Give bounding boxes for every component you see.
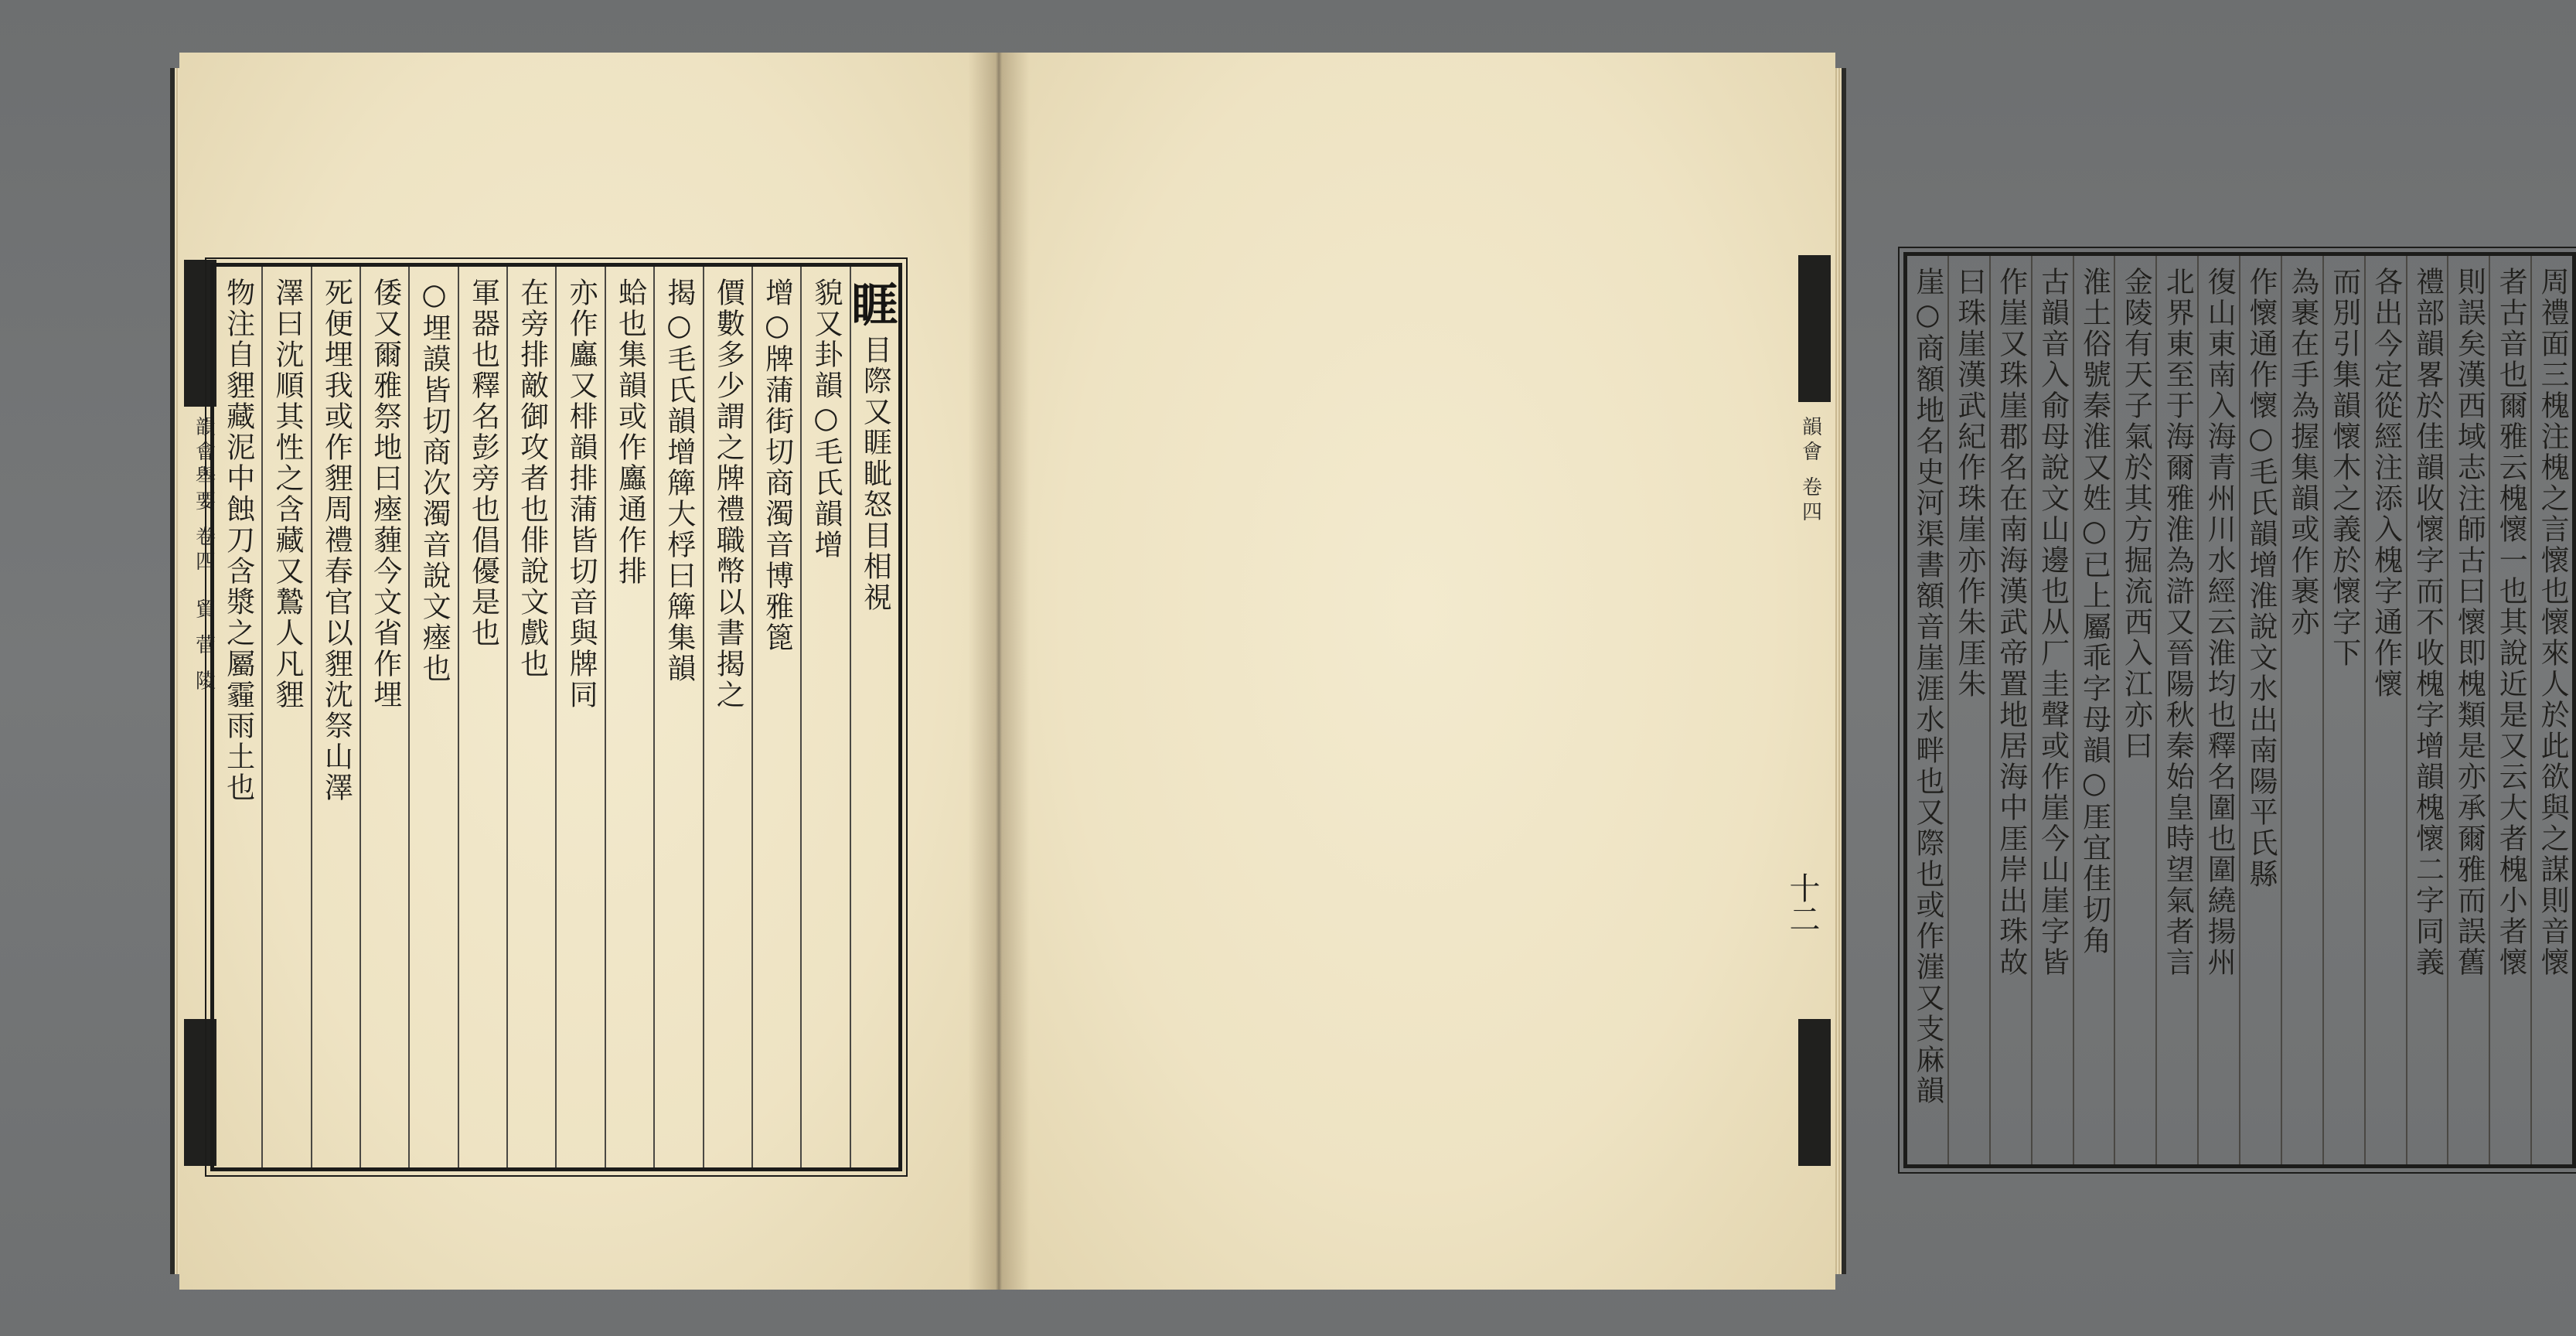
text-column: [2031, 256, 2073, 1164]
column-text: 貌又卦韻○毛氏韻增: [809, 278, 843, 561]
column-text: 價數多少謂之牌禮職幣以書揭之: [711, 278, 745, 711]
text-column: [2239, 256, 2281, 1164]
book-gutter: [968, 53, 1030, 1290]
column-text: 復山東南入海青州川水經云淮均也釋名圍也圍繞揚州: [2203, 267, 2237, 978]
column-text: 金陵有天子氣於其方掘流西入江亦曰: [2119, 267, 2153, 762]
column-text: 亦作蠯又棑韻排蒲皆切音與牌同: [564, 278, 598, 711]
text-column: [359, 267, 408, 1167]
text-column: [1989, 256, 2031, 1164]
text-column: [506, 267, 555, 1167]
fold-note-left: 貿 菅 陵: [192, 598, 216, 695]
text-column: [2364, 256, 2406, 1164]
column-text: 淮土俗號秦淮又姓○已上屬乖字母韻○厓宜佳切角: [2077, 267, 2111, 956]
left-page: [179, 53, 999, 1290]
text-column: [653, 267, 702, 1167]
column-text: 禮部韻畧於佳韻收懷字而不收槐字增韻槐懷二字同義: [2411, 267, 2445, 978]
column-text: 者古音也爾雅云槐懷一也其說近是又云大者槐小者懷: [2494, 267, 2528, 978]
column-text: 各出今定從經注添入槐字通作懷: [2369, 267, 2403, 700]
column-text: 作懷通作懷○毛氏韻增淮說文水出南陽平氏縣: [2244, 267, 2278, 890]
column-text: 則誤矣漢西域志注師古曰懷即槐類是亦承爾雅而誤舊: [2452, 267, 2486, 978]
text-column: [2114, 256, 2155, 1164]
text-column: [2406, 256, 2448, 1164]
text-column: [555, 267, 604, 1167]
text-column: [605, 267, 653, 1167]
column-text: 物注自貍藏泥中蝕刀含漿之屬霾雨土也: [221, 278, 255, 803]
column-text: 作崖又珠崖郡名在南海漢武帝置地居海中厓岸出珠故: [1994, 267, 2028, 978]
text-column: [2489, 256, 2530, 1164]
column-text: 北界東至于海爾雅淮為滸又晉陽秋秦始皇時望氣者言: [2161, 267, 2195, 978]
text-column: [2447, 256, 2489, 1164]
text-column: [458, 267, 506, 1167]
text-frame-left: [210, 263, 902, 1171]
column-heading-char: 睚: [851, 279, 898, 333]
text-column: [703, 267, 751, 1167]
text-column: [850, 267, 898, 1167]
column-text: 崖○商額地名史河渠書額音崖涯水畔也又際也或作漄又支麻韻: [1910, 267, 1944, 1106]
black-ear-bottom-right: [1798, 1019, 1831, 1166]
column-text: 增○牌蒲街切商濁音博雅篦: [760, 278, 794, 653]
column-text: 在旁排敵御攻者也俳說文戲也: [515, 278, 549, 680]
text-column: [2073, 256, 2114, 1164]
text-column: [408, 267, 457, 1167]
text-column: [2197, 256, 2239, 1164]
text-column: [2530, 256, 2572, 1164]
column-text: 倭又爾雅祭地曰瘞薶今文省作埋: [368, 278, 402, 711]
column-text: ○埋謨皆切商次濁音說文瘞也: [417, 278, 451, 684]
column-text: 而別引集韻懷木之義於懷字下: [2327, 267, 2361, 669]
text-column: [800, 267, 849, 1167]
open-book: [179, 53, 2570, 1290]
column-text: 為裹在手為握集韻或作裹亦: [2285, 267, 2319, 638]
column-text: 曰珠崖漢武紀作珠崖亦作朱厓朱: [1952, 267, 1986, 700]
right-page: [999, 53, 2570, 1290]
column-text: 軍器也釋名彭旁也倡優是也: [466, 278, 500, 649]
text-column: [2322, 256, 2364, 1164]
text-column: [311, 267, 359, 1167]
fold-title-right: 韻會 卷四: [1798, 416, 1822, 527]
fold-title-left: 韻會舉要 卷四: [192, 416, 216, 576]
text-frame-right: [1903, 252, 2576, 1168]
page-number: 十二: [1784, 872, 1820, 934]
column-text: 蛤也集韻或作蠯通作排: [613, 278, 647, 587]
column-text: 揭○毛氏韻增簰大桴曰簰集韻: [662, 278, 696, 684]
column-text: 古韻音入俞母說文山邊也从厂圭聲或作崖今山崖字皆: [2036, 267, 2070, 978]
text-column: [261, 267, 310, 1167]
text-column: [2281, 256, 2322, 1164]
column-text: 目際又睚眦怒目相視: [858, 335, 892, 613]
text-column: [1947, 256, 1989, 1164]
text-column: [1907, 256, 1947, 1164]
text-column: [214, 267, 261, 1167]
fold-margin-right: [1786, 416, 1835, 526]
column-text: 死便埋我或作貍周禮春官以貍沈祭山澤: [319, 278, 353, 803]
text-column: [751, 267, 800, 1167]
black-ear-top-right: [1798, 255, 1831, 402]
column-text: 周禮面三槐注槐之言懷也懷來人於此欲與之謀則音懷: [2536, 267, 2570, 978]
text-column: [2155, 256, 2197, 1164]
column-text: 澤曰沈順其性之含藏又鷙人凡貍: [271, 278, 304, 711]
